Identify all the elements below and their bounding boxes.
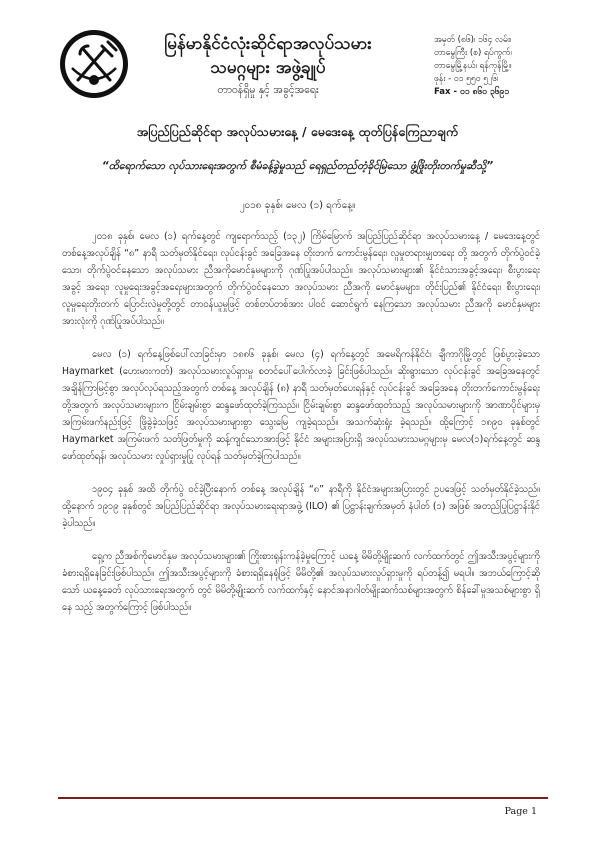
address-line-1: အမှတ် (၈၆)၊ ၁၆၄ လမ်း၊ bbox=[434, 35, 512, 45]
org-motto: တာဝန်ရှိမှု နှင့် အခွင့်အရေး bbox=[217, 84, 319, 96]
org-name-line-1: မြန်မာနိုင်ငံလုံးဆိုင်ရာအလုပ်သမား bbox=[164, 34, 372, 54]
document-slogan: “ထိရောက်သော လုပ်သားရေးအတွက် စီမံခန့်ခွဲမှုသည် ရေရှည်တည်တံ့ခိုင်မြဲသော ဖွံ့ဖြိုးတိုးတက်မှုဆီသို့” bbox=[101, 160, 494, 172]
union-logo-icon bbox=[58, 28, 130, 100]
page-number: Page 1 bbox=[504, 806, 537, 817]
address-phone: ဖုန်း - ၀၁ ၅၅၀ ၅၂၆၊ bbox=[434, 74, 499, 84]
paragraph-2: မေလ (၁) ရက်နေ့ဖြစ်ပေါ်လာခြင်းမှာ ၁၈၈၆ ခုနှစ်၊ မေလ (၄) ရက်နေ့တွင် အမေရိကန်နိုင်ငံ၊ ချီကာဂိုမြို့တွင် ဖြစ်ပွားခဲ့သော Haymarket (ဟေးမားကတ်) အလုပ်သမားလှုပ်ရှားမှု စတင်ပေါ်ပေါက်လာခဲ့ ခြင်းဖြစ်ပါသည်။ ဆိုးရွားသော လုပ်ငန်းခွင် အခြေအနေတွင် အချိန်ကြာမြင့်စွာ အလုပ်လုပ်ရသည့်အတွက် တစ်နေ့ အလုပ်ချိန် (၈) နာရီ သတ်မှတ်ပေးရန်နှင့် လုပ်ငန်းခွင် အခြေအနေ တိုးတက်ကောင်းမွန်ရေးတို့အတွက် အလုပ်သမားများက ငြိမ်းချမ်းစွာ ဆန္ဒဖော်ထုတ်ခဲ့ကြသည်။ ငြိမ်းချမ်းစွာ ဆန္ဒဖော်ထုတ်သည့် အလုပ်သမားများကို အာဏာပိုင်များမှ အကြမ်းဖက်နည်းဖြင့် ဖြိုခွဲခဲ့သဖြင့် အလုပ်သမားများစွာ သွေးမြေ ကျခဲ့ရသည်။ အသက်ဆုံးရှုံး ခဲ့ရသည်။ ထို့ကြောင့် ၁၈၉၀ ခုနှစ်တွင် Haymarket အကြမ်းဖက် သတ်ဖြတ်မှုကို ဆန့်ကျင်သောအားဖြင့် နိုင်ငံ အများအပြားရှိ အလုပ်သမားသမဂ္ဂများမှ မေလ(၁)ရက်နေ့တွင် ဆန္ဒဖော်ထုတ်ရန်၊ အလုပ်သမား လှုပ်ရှားမှုပြု လုပ်ရန် သတ်မှတ်ခဲ့ကြပါသည်။ bbox=[62, 349, 540, 462]
paragraph-4: ရှေ့က ညီအစ်ကိုမောင်နှမ အလုပ်သမားများ၏ ကြိုးစားရုန်းကန်ခဲ့မှုကြောင့် ယနေ့ မိမိတို့မျိုးဆက် လက်ထက်တွင် ဤအသီးအပွင့်များကို ခံစားရရှိနေခြင်းဖြစ်ပါသည်။ ဤအသီးအပွင့်များကို ခံစားရရှိနေရုံဖြင့် မိမိတို့၏ အလုပ်သမားလှုပ်ရှားမှုကို ရပ်တန့်၍ မရပါ။ အဘယ်ကြောင့်ဆိုသော် ယနေ့ခေတ် လုပ်သားရေးအတွက် တွင် မိမိတို့မျိုးဆက် လက်ထက်နှင့် နောင်အနာဂါတ်မျိုးဆက်သစ်များအတွက် စိန်ခေါ်မှုအသစ်များစွာ ရှိနေ သည့် အတွက်ကြောင့် ဖြစ်ပါသည်။ bbox=[62, 551, 540, 613]
footer-divider bbox=[58, 797, 548, 799]
address-line-2: တာမွေကြီး (စ) ရပ်ကွက်၊ bbox=[434, 48, 512, 58]
document-body bbox=[62, 228, 540, 632]
document-title: အပြည်ပြည်ဆိုင်ရာ အလုပ်သမားနေ့ / မေဒေးနေ့ ထုတ်ပြန်ကြေညာချက် bbox=[136, 124, 459, 139]
paragraph-1: ၂၀၁၈ ခုနှစ်၊ မေလ (၁) ရက်နေ့တွင် ကျရောက်သည့် (၁၃၂) ကြိမ်မြောက် အပြည်ပြည်ဆိုင်ရာ အလုပ်သမားနေ့ / မေဒေးနေ့တွင် တစ်နေ့အလုပ်ချိန် “၈” နာရီ သတ်မှတ်နိုင်ရေး၊ လုပ်ငန်းခွင် အခြေအနေ တိုးတက် ကောင်းမွန်ရေး၊ လူမှုတရားမျှတရေး တို့ အတွက် တိုက်ပွဲဝင်ခဲ့သော၊ တိုက်ပွဲဝင်နေသော အလုပ်သမား ညီအကိုမောင်နှမများကို ဂုဏ်ပြုအပ်ပါသည်။ အလုပ်သမားများ၏ နိုင်ငံသားအခွင့်အရေး၊ စီးပွားရေး အခွင့် အရေး၊ လူမှုရေးအခွင့်အရေးများအတွက် တိုက်ပွဲဝင်နေသော အလုပ်သမား ညီအကို မောင်နှမများ၊ တိုင်းပြည်၏ နိုင်ငံရေး၊ စီးပွားရေး၊ လူမှုရေးတိုးတက် ပြောင်းလဲမှုတို့တွင် တာဝန်ယူမှုဖြင့် တစ်တပ်တစ်အား ပါဝင် ဆောင်ရွက် နေကြသော အလုပ်သမား ညီအကို မောင်နှမများအားလုံးကို ဂုဏ်ပြုအပ်ပါသည်။ bbox=[62, 231, 540, 327]
address-fax: Fax - ၀၁ ၈၆၀ ၃၆၉၁ bbox=[434, 87, 509, 97]
organization-name bbox=[138, 32, 398, 80]
paragraph-3: ၁၉၀၄ ခုနှစ် အထိ တိုက်ပွဲ ဝင်ခဲ့ပြီးနောက် တစ်နေ့ အလုပ်ချိန် “၈” နာရီကို နိုင်ငံအများအပြားတွင် ဥပဒေဖြင့် သတ်မှတ်နိုင်ခဲ့သည်။ ထို့နောက် ၁၉၁၉ ခုနှစ်တွင် အပြည်ပြည်ဆိုင်ရာ အလုပ်သမားရေးရာအဖွဲ့ (ILO) ၏ ပြဋ္ဌာန်းချက်အမှတ် နံပါတ် (၁) အဖြစ် အတည်ပြုပြဋ္ဌာန်းနိုင်ခဲ့ပါသည်။ bbox=[62, 484, 540, 529]
address-line-3: တာမွေမြို့နယ်၊ ရန်ကုန်မြို့။ bbox=[434, 61, 512, 71]
org-name-line-2: သမဂ္ဂများ အဖွဲ့ချုပ် bbox=[210, 58, 326, 78]
contact-address bbox=[434, 34, 584, 99]
document-date: ၂၀၁၈ ခုနှစ်၊ မေလ (၁) ရက်နေ့။ bbox=[239, 200, 356, 211]
